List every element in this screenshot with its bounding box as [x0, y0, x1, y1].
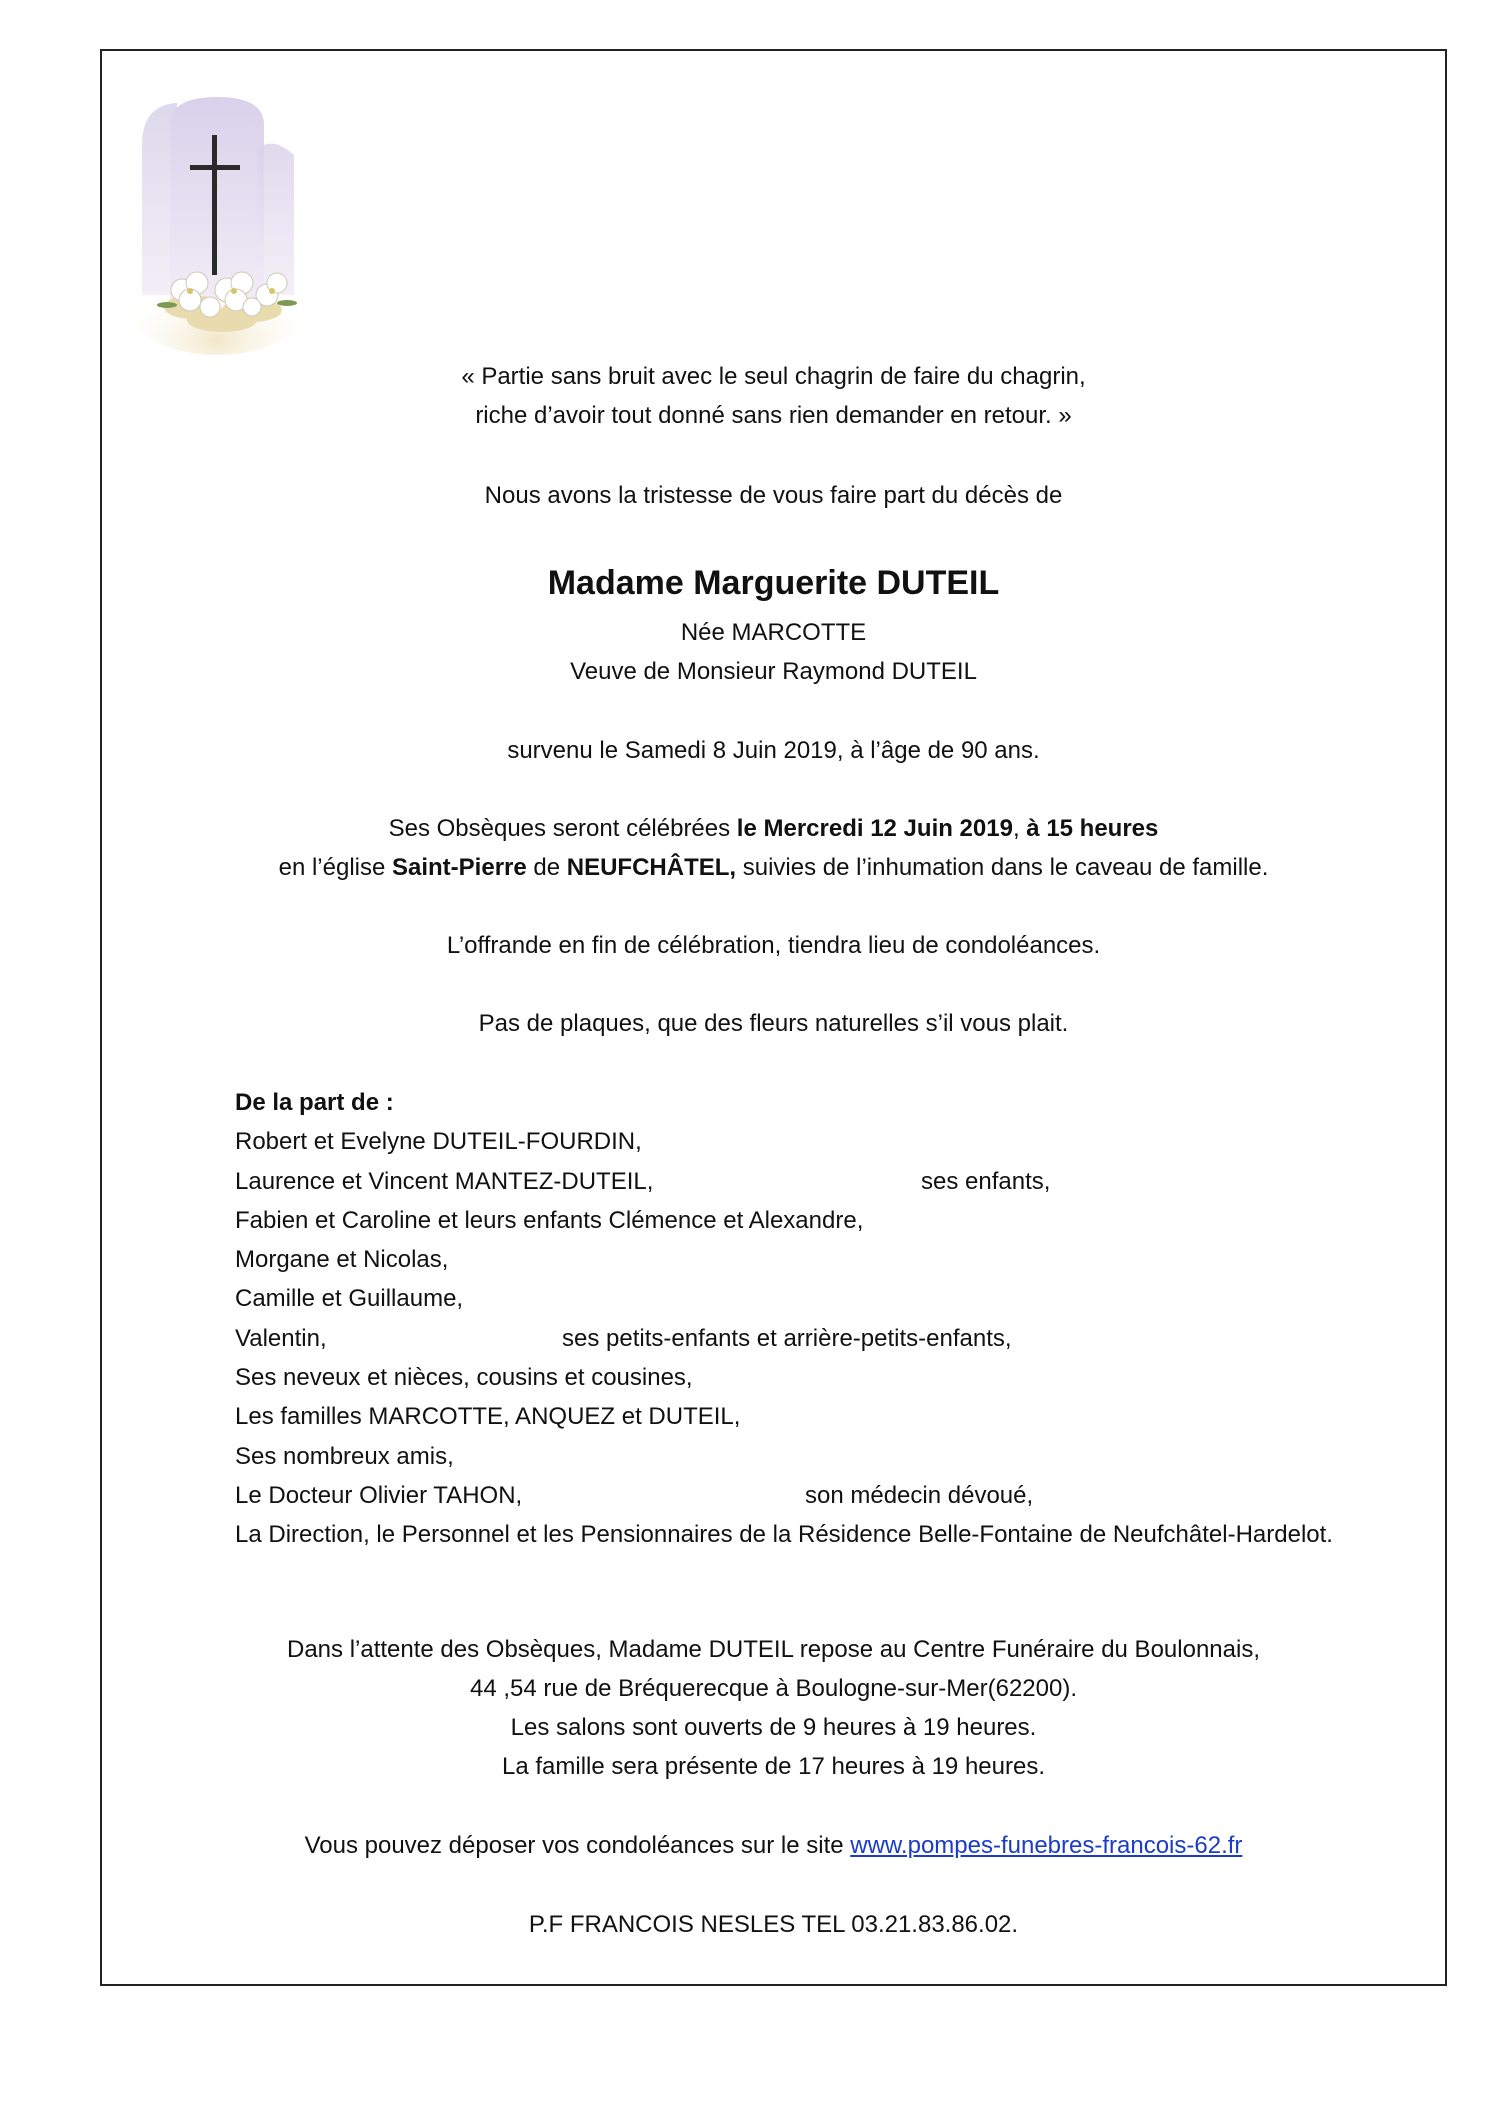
intro-text: Nous avons la tristesse de vous faire part du décès de [484, 482, 1063, 509]
funeral-text: Ses Obsèques seront célébrées [388, 815, 737, 842]
list-item [235, 1319, 1333, 1358]
funeral-separator: , [1012, 815, 1027, 842]
rest-line-1: Dans l’attente des Obsèques, Madame DUTEIL repose au Centre Funéraire du Boulonnais, [287, 1636, 1260, 1663]
list-item-text: Laurence et Vincent MANTEZ-DUTEIL, [235, 1167, 654, 1195]
funeral-home-contact: P.F FRANCOIS NESLES TEL 03.21.83.86.02. [528, 1911, 1019, 1938]
list-item: Morgane et Nicolas, [235, 1246, 449, 1274]
funeral-details [100, 809, 1447, 887]
list-item-text: Le Docteur Olivier TAHON, [235, 1481, 523, 1509]
widow-of: Veuve de Monsieur Raymond DUTEIL [570, 658, 977, 685]
from-heading-label: De la part de : [235, 1089, 394, 1116]
church-prefix: en l’église [278, 854, 392, 881]
rest-line-4: La famille sera présente de 17 heures à 19 heures. [501, 1753, 1045, 1780]
rest-line-3: Les salons sont ouverts de 9 heures à 19 heures. [510, 1714, 1037, 1741]
rest-line-2: 44 ,54 rue de Bréquerecque à Boulogne-sur-Mer(62200). [469, 1675, 1078, 1702]
condolences [100, 1826, 1447, 1865]
death-date: survenu le Samedi 8 Juin 2019, à l’âge de 90 ans. [507, 737, 1040, 764]
church-of: de [526, 854, 567, 881]
funeral-line-2 [100, 848, 1447, 887]
deceased-full-name: Madame Marguerite DUTEIL [547, 564, 1000, 602]
quote-line-2: riche d’avoir tout donné sans rien demander en retour. » [475, 402, 1072, 429]
birth-name: Née MARCOTTE [680, 619, 867, 646]
quote-line-1: « Partie sans bruit avec le seul chagrin de faire du chagrin, [461, 363, 1086, 390]
list-item: Ses nombreux amis, [235, 1442, 454, 1470]
list-item: La Direction, le Personnel et les Pensionnaires de la Résidence Belle-Fontaine de Neufchâtel-Hardelot. [235, 1521, 1333, 1549]
list-item [235, 1476, 1333, 1515]
list-item [235, 1162, 1333, 1201]
relation-grandchildren: ses petits-enfants et arrière-petits-enfants, [562, 1324, 1012, 1352]
list-item: Ses neveux et nièces, cousins et cousines, [235, 1364, 693, 1392]
flowers-text: Pas de plaques, que des fleurs naturelles s’il vous plait. [478, 1010, 1069, 1037]
deceased-details [100, 613, 1447, 691]
cross-with-flowers-icon [122, 95, 312, 355]
list-item: Camille et Guillaume, [235, 1285, 464, 1313]
list-item-text: Valentin, [235, 1324, 327, 1352]
burial-text: suivies de l’inhumation dans le caveau de famille. [736, 854, 1269, 881]
condolences-text: Vous pouvez déposer vos condoléances sur le site [304, 1832, 851, 1859]
quote [100, 357, 1447, 435]
funeral-date: le Mercredi 12 Juin 2019 [736, 815, 1013, 842]
from-list [235, 1083, 1333, 1555]
church-name: Saint-Pierre [392, 854, 527, 881]
church-town: NEUFCHÂTEL, [566, 854, 737, 881]
from-heading [235, 1083, 1333, 1122]
relation-children: ses enfants, [921, 1167, 1051, 1195]
funeral-time: à 15 heures [1026, 815, 1159, 842]
funeral-line-1 [100, 809, 1447, 848]
list-item: Les familles MARCOTTE, ANQUEZ et DUTEIL, [235, 1403, 741, 1431]
deceased-name [100, 561, 1447, 605]
list-item: Robert et Evelyne DUTEIL-FOURDIN, [235, 1128, 642, 1156]
rest-info [100, 1630, 1447, 1786]
offering-text: L’offrande en fin de célébration, tiendra lieu de condoléances. [446, 932, 1101, 959]
condolences-link[interactable]: www.pompes-funebres-francois-62.fr [850, 1832, 1243, 1859]
list-item: Fabien et Caroline et leurs enfants Clémence et Alexandre, [235, 1206, 864, 1234]
relation-doctor: son médecin dévoué, [805, 1481, 1034, 1509]
